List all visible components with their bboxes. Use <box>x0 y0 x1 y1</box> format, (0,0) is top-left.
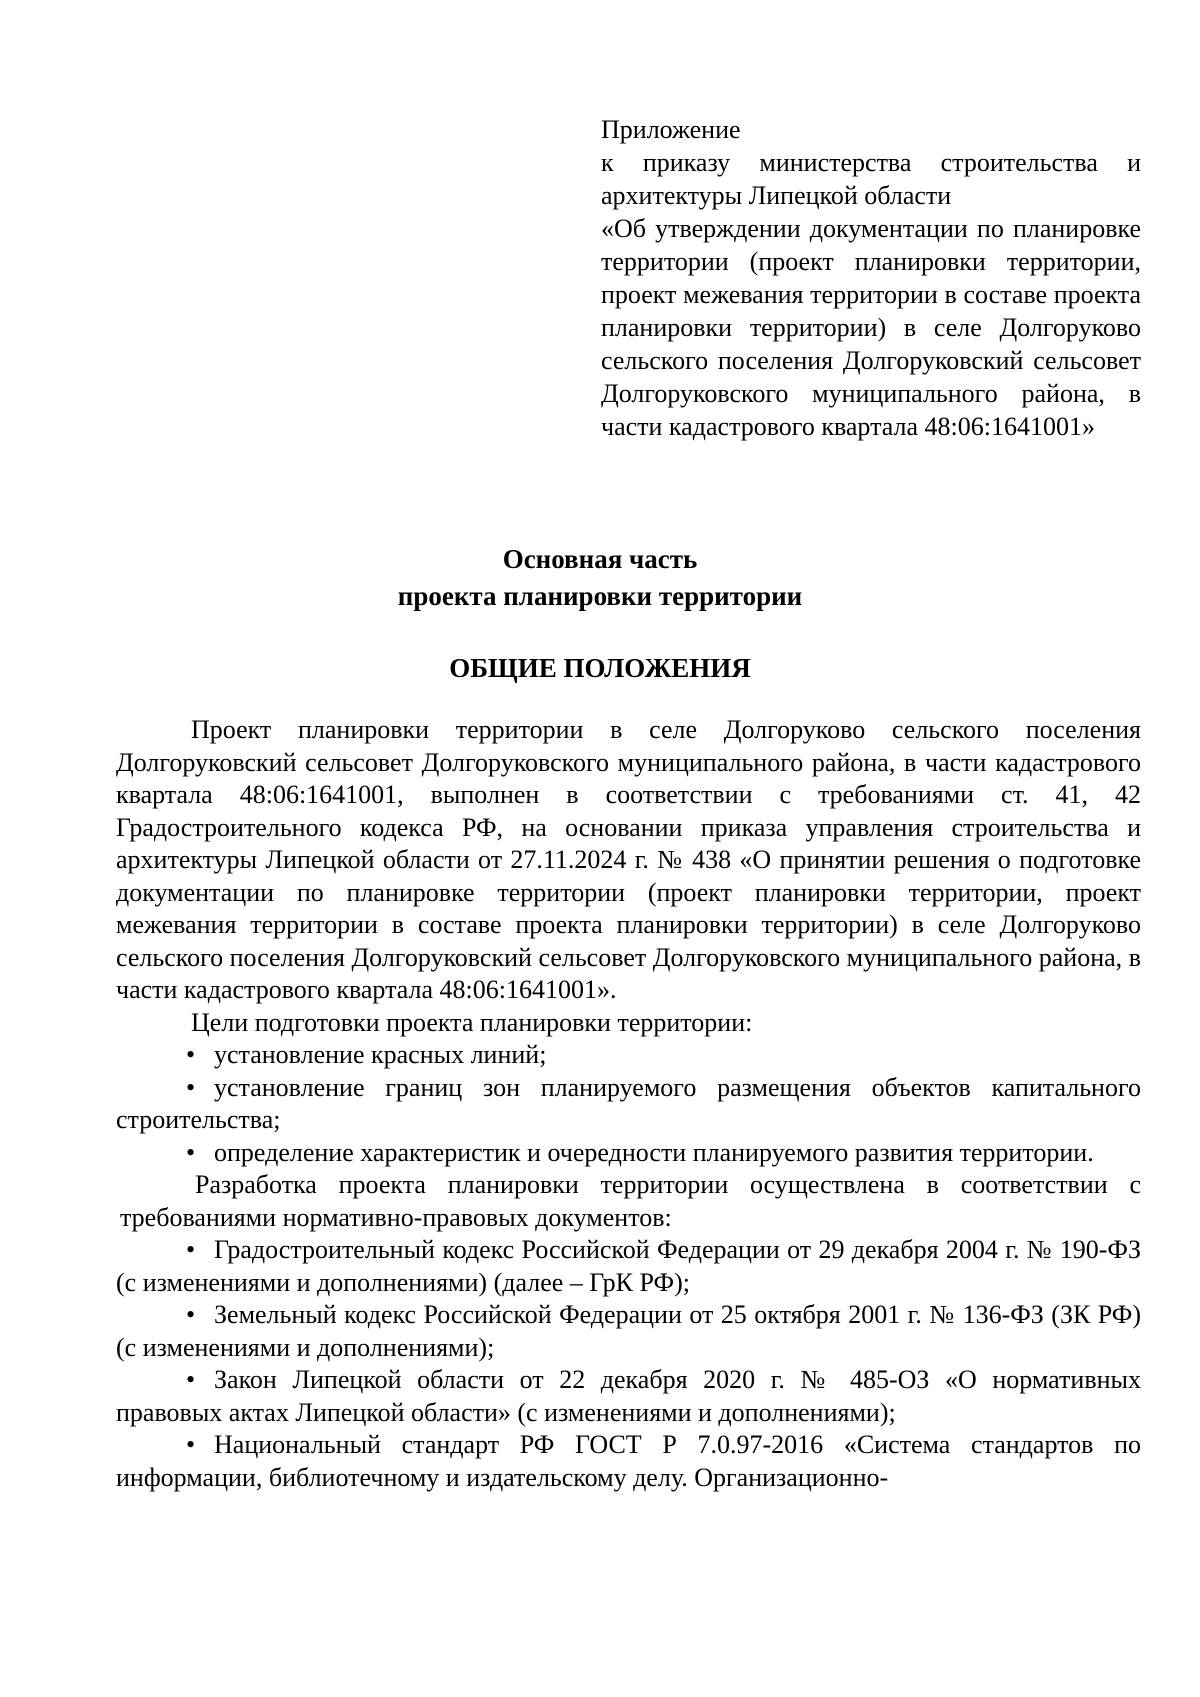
list-item-text: Земельный кодекс Российской Федерации от 25 октября 2001 г. № 136-ФЗ (ЗК РФ) (с изменениями и дополнениями); <box>116 1300 1141 1362</box>
document-title-line-2: проекта планировки территории <box>397 581 803 611</box>
list-item-text: установление границ зон планируемого размещения объектов капитального строительства; <box>116 1072 1141 1134</box>
list-item-text: Закон Липецкой области от 22 декабря 2020 г. № 485-ОЗ «О нормативных правовых актах Липецкой области» (с изменениями и дополнениями); <box>116 1365 1141 1427</box>
bullet-icon: • <box>186 1300 196 1329</box>
bullet-icon: • <box>186 1040 196 1069</box>
list-item-text: Национальный стандарт РФ ГОСТ Р 7.0.97-2016 «Система стандартов по информации, библиотечному и издательскому делу. Организационно- <box>116 1430 1141 1492</box>
bullet-icon: • <box>186 1430 196 1459</box>
list-item-text: Градостроительный кодекс Российской Федерации от 29 декабря 2004 г. № 190-ФЗ (с изменениями и дополнениями) (далее – ГрК РФ); <box>116 1235 1141 1297</box>
list-item <box>116 1039 1141 1072</box>
document-title <box>110 541 1090 615</box>
bullet-icon: • <box>186 1137 196 1167</box>
list-item <box>116 1072 1141 1137</box>
appendix-order-title: «Об утверждении документации по планировке территории (проект планировки территории, проект межевания территории в составе проекта планировки территории) в селе Долгоруково сельского поселения Долгоруковский сельсовет Долгоруковского муниципального района, в части кадастрового квартала 48:06:1641001» <box>601 214 1141 441</box>
list-item <box>116 1234 1141 1299</box>
appendix-order-ref: к приказу министерства строительства и архитектуры Липецкой области <box>601 148 1141 210</box>
list-item-text: определение характеристик и очередности планируемого развития территории. <box>214 1137 1094 1167</box>
list-item-text: установление красных линий; <box>214 1040 547 1069</box>
list-item <box>116 1429 1141 1494</box>
document-body <box>116 714 1141 1494</box>
list-item <box>116 1299 1141 1364</box>
appendix-header <box>601 113 1141 443</box>
intro-paragraph: Проект планировки территории в селе Долгоруково сельского поселения Долгоруковский сельсовет Долгоруковского муниципального района, в части кадастрового квартала 48:06:1641001, выполнен в соответствии с требованиями ст. 41, 42 Градостроительного кодекса РФ, на основании приказа управления строительства и архитектуры Липецкой области от 27.11.2024 г. № 438 «О принятии решения о подготовке документации по планировке территории (проект планировки территории, проект межевания территории в составе проекта планировки территории) в селе Долгоруково сельского поселения Долгоруковский сельсовет Долгоруковского муниципального района, в части кадастрового квартала 48:06:1641001». <box>116 715 1141 1004</box>
document-title-line-1: Основная часть <box>502 544 698 574</box>
docs-heading: Разработка проекта планировки территории осуществлена в соответствии с требованиями нормативно-правовых документов: <box>120 1170 1141 1232</box>
bullet-icon: • <box>186 1365 196 1394</box>
bullet-icon: • <box>186 1072 196 1102</box>
bullet-icon: • <box>186 1235 196 1264</box>
goals-heading: Цели подготовки проекта планировки территории: <box>191 1007 753 1037</box>
list-item <box>116 1137 1141 1170</box>
section-title: ОБЩИЕ ПОЛОЖЕНИЯ <box>449 653 751 683</box>
list-item <box>116 1364 1141 1429</box>
appendix-label: Приложение <box>601 115 741 144</box>
